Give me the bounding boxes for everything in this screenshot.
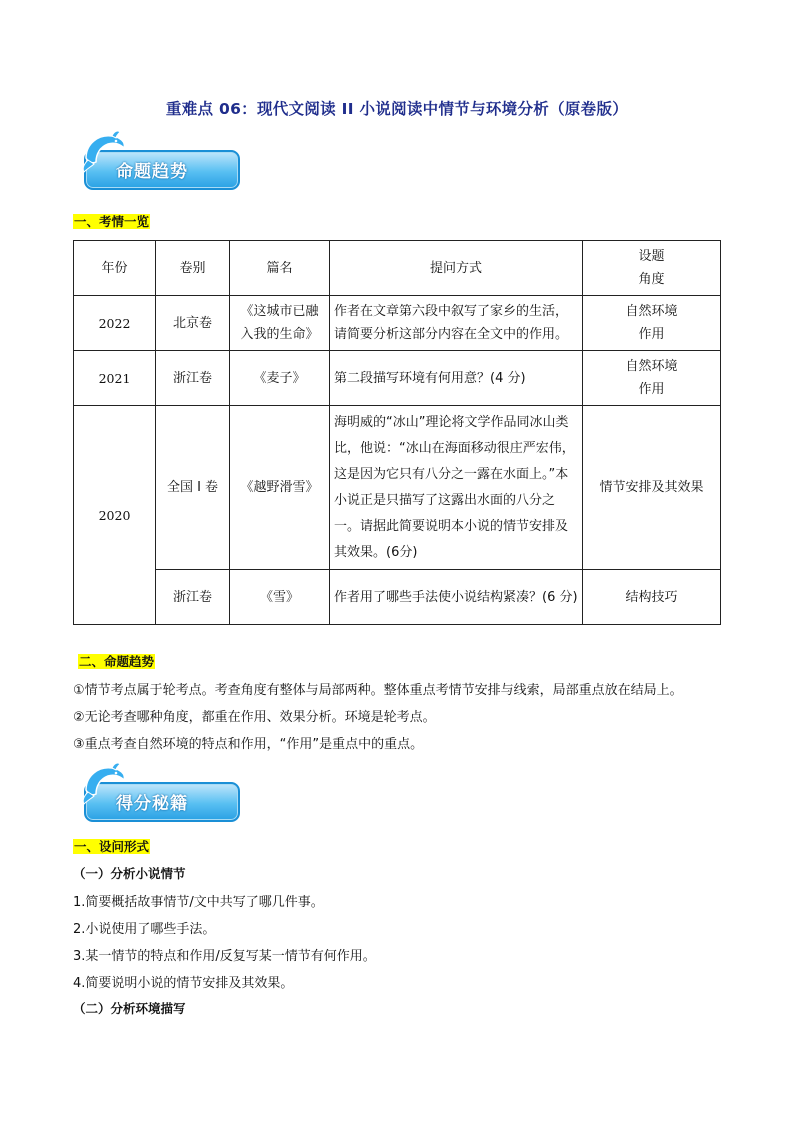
cell-year: 2020 — [74, 406, 156, 625]
cell-question: 作者在文章第六段中叙写了家乡的生活，请简要分析这部分内容在全文中的作用。 — [330, 296, 583, 351]
cell-title: 《雪》 — [230, 570, 330, 625]
banner-label: 得分秘籍 — [116, 794, 188, 814]
section-banner-tips — [80, 772, 240, 822]
cell-title: 《麦子》 — [230, 351, 330, 406]
section-heading-trend: 二、命题趋势 — [79, 654, 155, 669]
page-title: 重难点 06：现代文阅读 II 小说阅读中情节与环境分析（原卷版） — [165, 100, 629, 118]
dolphin-icon — [80, 128, 130, 176]
table-row — [74, 570, 721, 625]
cell-paper: 浙江卷 — [156, 351, 230, 406]
question-form-item: 3.某一情节的特点和作用/反复写某一情节有何作用。 — [73, 949, 376, 964]
header-angle-line: 角度 — [638, 272, 665, 287]
question-form-item: 2.小说使用了哪些手法。 — [73, 922, 216, 937]
section-heading-question-forms: 一、设问形式 — [74, 839, 150, 854]
cell-question: 海明威的“冰山”理论将文学作品同冰山类比，他说：“冰山在海面移动很庄严宏伟，这是因为它只有八分之一露在水面上。”本小说正是只描写了这露出水面的八分之一。请据此简要说明本小说的情节安排及其效果。(6分) — [330, 406, 583, 570]
header-angle-line: 设题 — [638, 249, 665, 264]
header-cell: 篇名 — [230, 241, 330, 296]
table-row — [74, 406, 721, 570]
cell-paper: 全国 I 卷 — [156, 406, 230, 570]
cell-paper: 北京卷 — [156, 296, 230, 351]
subheading-plot: （一）分析小说情节 — [73, 866, 186, 881]
cell-year: 2021 — [74, 351, 156, 406]
trend-item: ③重点考查自然环境的特点和作用，“作用”是重点中的重点。 — [73, 737, 424, 752]
trend-item: ②无论考查哪种角度，都重在作用、效果分析。环境是轮考点。 — [73, 710, 436, 725]
header-cell: 提问方式 — [330, 241, 583, 296]
cell-angle: 结构技巧 — [583, 570, 721, 625]
table-row — [74, 351, 721, 406]
trend-item: ①情节考点属于轮考点。考查角度有整体与局部两种。整体重点考情节安排与线索，局部重点放在结局上。 — [73, 683, 683, 698]
cell-paper: 浙江卷 — [156, 570, 230, 625]
cell-angle: 自然环境作用 — [583, 296, 721, 351]
cell-angle: 自然环境作用 — [583, 351, 721, 406]
section-banner-trend — [80, 140, 240, 190]
header-cell — [583, 241, 721, 296]
question-form-item: 1.简要概括故事情节/文中共写了哪几件事。 — [73, 895, 324, 910]
cell-year: 2022 — [74, 296, 156, 351]
cell-title: 《这城市已融入我的生命》 — [230, 296, 330, 351]
dolphin-icon — [80, 760, 130, 808]
table-row — [74, 296, 721, 351]
exam-table — [73, 240, 721, 625]
cell-angle: 情节安排及其效果 — [583, 406, 721, 570]
banner-label: 命题趋势 — [116, 162, 188, 182]
cell-title: 《越野滑雪》 — [230, 406, 330, 570]
question-form-item: 4.简要说明小说的情节安排及其效果。 — [73, 976, 294, 991]
subheading-environment: （二）分析环境描写 — [73, 1001, 186, 1016]
cell-question: 第二段描写环境有何用意？(4 分) — [330, 351, 583, 406]
header-cell: 年份 — [74, 241, 156, 296]
table-header-row — [74, 241, 721, 296]
section-heading-overview: 一、考情一览 — [74, 214, 150, 229]
cell-question: 作者用了哪些手法使小说结构紧凑？(6 分) — [330, 570, 583, 625]
header-cell: 卷别 — [156, 241, 230, 296]
